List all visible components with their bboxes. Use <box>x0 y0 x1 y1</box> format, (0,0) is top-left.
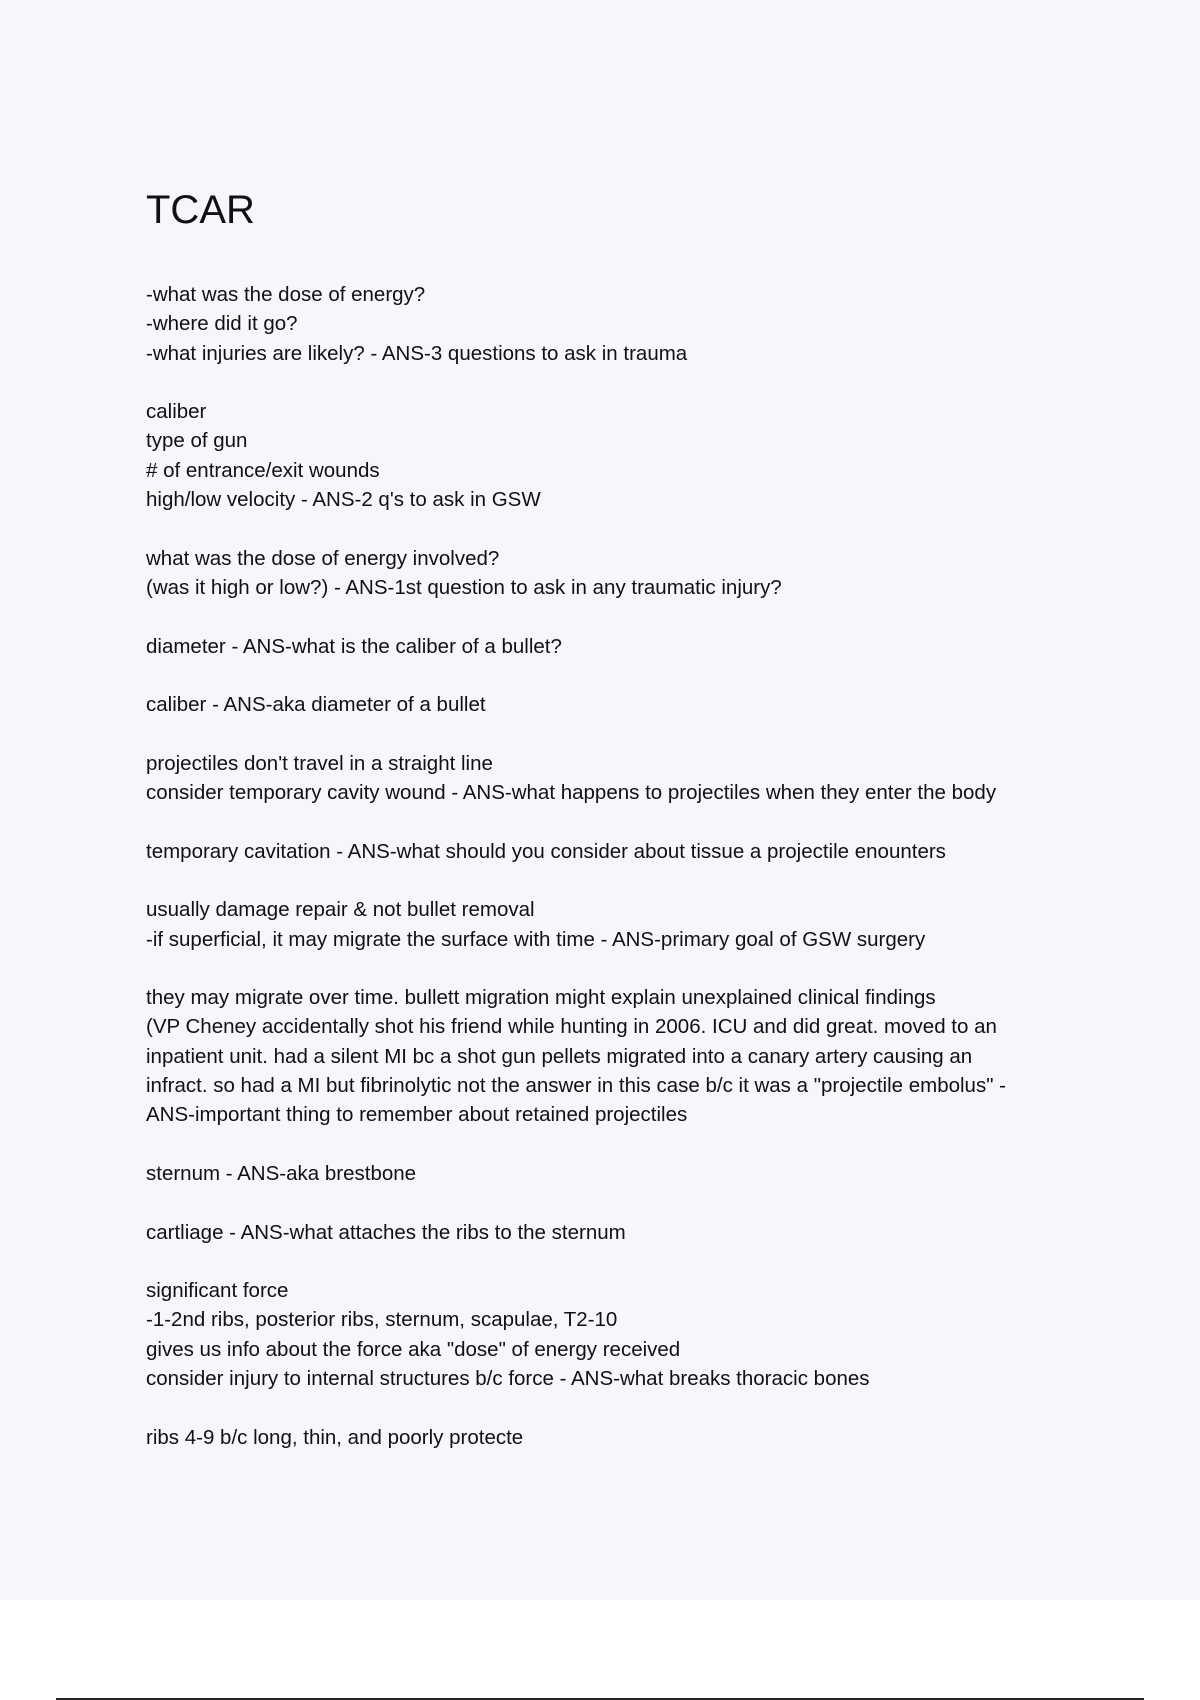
text-block <box>146 280 1106 368</box>
text-line: sternum - ANS-aka brestbone <box>146 1161 417 1185</box>
text-line: diameter - ANS-what is the caliber of a bullet? <box>146 634 562 658</box>
text-line: -what injuries are likely? - ANS-3 questions to ask in trauma <box>146 341 688 365</box>
text-block <box>146 544 1106 603</box>
text-block <box>146 632 1106 661</box>
text-line: cartliage - ANS-what attaches the ribs to the sternum <box>146 1220 626 1244</box>
text-line: what was the dose of energy involved? <box>146 546 500 570</box>
text-line: -1-2nd ribs, posterior ribs, sternum, scapulae, T2-10 <box>146 1308 618 1332</box>
text-line: high/low velocity - ANS-2 q's to ask in GSW <box>146 488 541 512</box>
text-line: -if superficial, it may migrate the surface with time - ANS-primary goal of GSW surgery <box>146 927 926 951</box>
text-line: significant force <box>146 1279 289 1303</box>
text-line: -where did it go? <box>146 312 298 336</box>
text-line: # of entrance/exit wounds <box>146 458 380 482</box>
text-line: consider temporary cavity wound - ANS-what happens to projectiles when they enter the body <box>146 781 997 805</box>
document-title: TCAR <box>146 188 255 232</box>
text-block <box>146 1218 1106 1247</box>
text-line: consider injury to internal structures b/c force - ANS-what breaks thoracic bones <box>146 1366 870 1390</box>
text-line: ribs 4-9 b/c long, thin, and poorly protecte <box>146 1425 524 1449</box>
text-line: ANS-important thing to remember about retained projectiles <box>146 1103 688 1127</box>
text-line: usually damage repair & not bullet removal <box>146 898 535 922</box>
document-body <box>146 280 1106 1481</box>
text-line: infract. so had a MI but fibrinolytic not the answer in this case b/c it was a "projectile embolus" - <box>146 1074 1006 1098</box>
text-line: caliber - ANS-aka diameter of a bullet <box>146 693 486 717</box>
text-block <box>146 983 1106 1129</box>
text-line: -what was the dose of energy? <box>146 283 426 306</box>
text-line: gives us info about the force aka "dose" of energy received <box>146 1337 681 1361</box>
text-line: inpatient unit. had a silent MI bc a shot gun pellets migrated into a canary artery causing an <box>146 1044 973 1068</box>
text-line: type of gun <box>146 429 248 453</box>
text-line: (was it high or low?) - ANS-1st question to ask in any traumatic injury? <box>146 575 782 599</box>
text-block <box>146 1276 1106 1393</box>
text-line: projectiles don't travel in a straight line <box>146 751 493 775</box>
text-block <box>146 837 1106 866</box>
text-block <box>146 690 1106 719</box>
text-block <box>146 1423 1106 1452</box>
text-block <box>146 895 1106 954</box>
text-block <box>146 1159 1106 1188</box>
text-line: temporary cavitation - ANS-what should you consider about tissue a projectile enounters <box>146 839 946 863</box>
text-block <box>146 749 1106 808</box>
text-line: caliber <box>146 400 207 424</box>
text-line: they may migrate over time. bullett migration might explain unexplained clinical findings <box>146 986 936 1010</box>
text-line: (VP Cheney accidentally shot his friend while hunting in 2006. ICU and did great. moved to an <box>146 1015 997 1039</box>
text-block <box>146 397 1106 514</box>
